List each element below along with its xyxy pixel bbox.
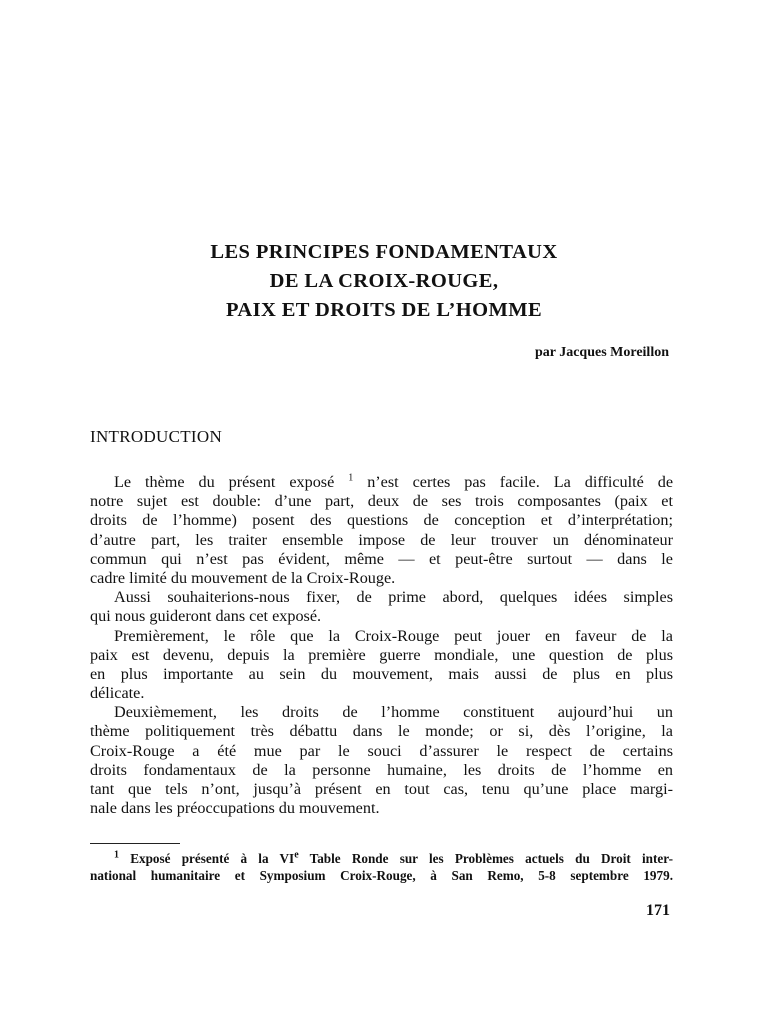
title-line: LES PRINCIPES FONDAMENTAUX bbox=[210, 241, 558, 263]
text-line: Premièrement, le rôle que la Croix-Rouge peut jouer en faveur de la bbox=[114, 626, 673, 645]
section-heading: INTRODUCTION bbox=[90, 427, 223, 446]
title-line: PAIX ET DROITS DE L’HOMME bbox=[225, 299, 543, 321]
text-line: thème politiquement très débattu dans le monde; or si, dès l’origine, la bbox=[90, 722, 673, 741]
text-line: délicate. bbox=[90, 684, 145, 703]
footnote bbox=[90, 851, 673, 884]
text-line: d’autre part, les traiter ensemble impose de leur trouver un dénominateur bbox=[90, 530, 673, 549]
author-byline: par Jacques Moreillon bbox=[534, 345, 669, 360]
text-line: Deuxièmement, les droits de l’homme constituent aujourd’hui un bbox=[114, 703, 673, 722]
text-line: Le thème du présent exposé $^1$ n’est certes pas facile. La difficulté de bbox=[114, 472, 674, 491]
article-title bbox=[140, 238, 628, 325]
title-line: DE LA CROIX-ROUGE, bbox=[269, 270, 499, 292]
text-line: notre sujet est double: d’une part, deux de ses trois composantes (paix et bbox=[90, 492, 673, 511]
body-text bbox=[90, 473, 673, 818]
text-line: paix est devenu, depuis la première guerre mondiale, une question de plus bbox=[90, 645, 673, 664]
text-line: en plus importante au sein du mouvement, mais aussi de plus en plus bbox=[90, 664, 673, 683]
text-line: commun qui n’est pas évident, même — et peut-être surtout — dans le bbox=[90, 549, 673, 568]
footnote-line: national humanitaire et Symposium Croix-Rouge, à San Remo, 5-8 septembre 1979. bbox=[90, 867, 673, 883]
page-number: 171 bbox=[646, 902, 670, 919]
footnote-marker: 1 bbox=[114, 849, 119, 861]
text-line: Aussi souhaiterions-nous fixer, de prime abord, quelques idées simples bbox=[114, 588, 673, 607]
footnote-divider bbox=[90, 843, 180, 844]
text-line: cadre limité du mouvement de la Croix-Rouge. bbox=[90, 568, 396, 587]
text-line: Croix-Rouge a été mue par le souci d’assurer le respect de certains bbox=[90, 741, 673, 760]
footnote-reference: 1 bbox=[348, 472, 354, 484]
text-line: droits fondamentaux de la personne humaine, les droits de l’homme en bbox=[90, 760, 673, 779]
text-line: droits de l’homme) posent des questions de conception et d’interprétation; bbox=[90, 511, 673, 530]
footnote-line: $^1$ Exposé présenté à la VIe Table Ronde sur les Problèmes actuels du Droit inter- bbox=[114, 849, 674, 866]
text-line: tant que tels n’ont, jusqu’à présent en tout cas, tenu qu’une place margi- bbox=[90, 780, 673, 798]
text-line: nale dans les préoccupations du mouvement. bbox=[90, 799, 380, 818]
text-line: qui nous guideront dans cet exposé. bbox=[90, 607, 322, 626]
